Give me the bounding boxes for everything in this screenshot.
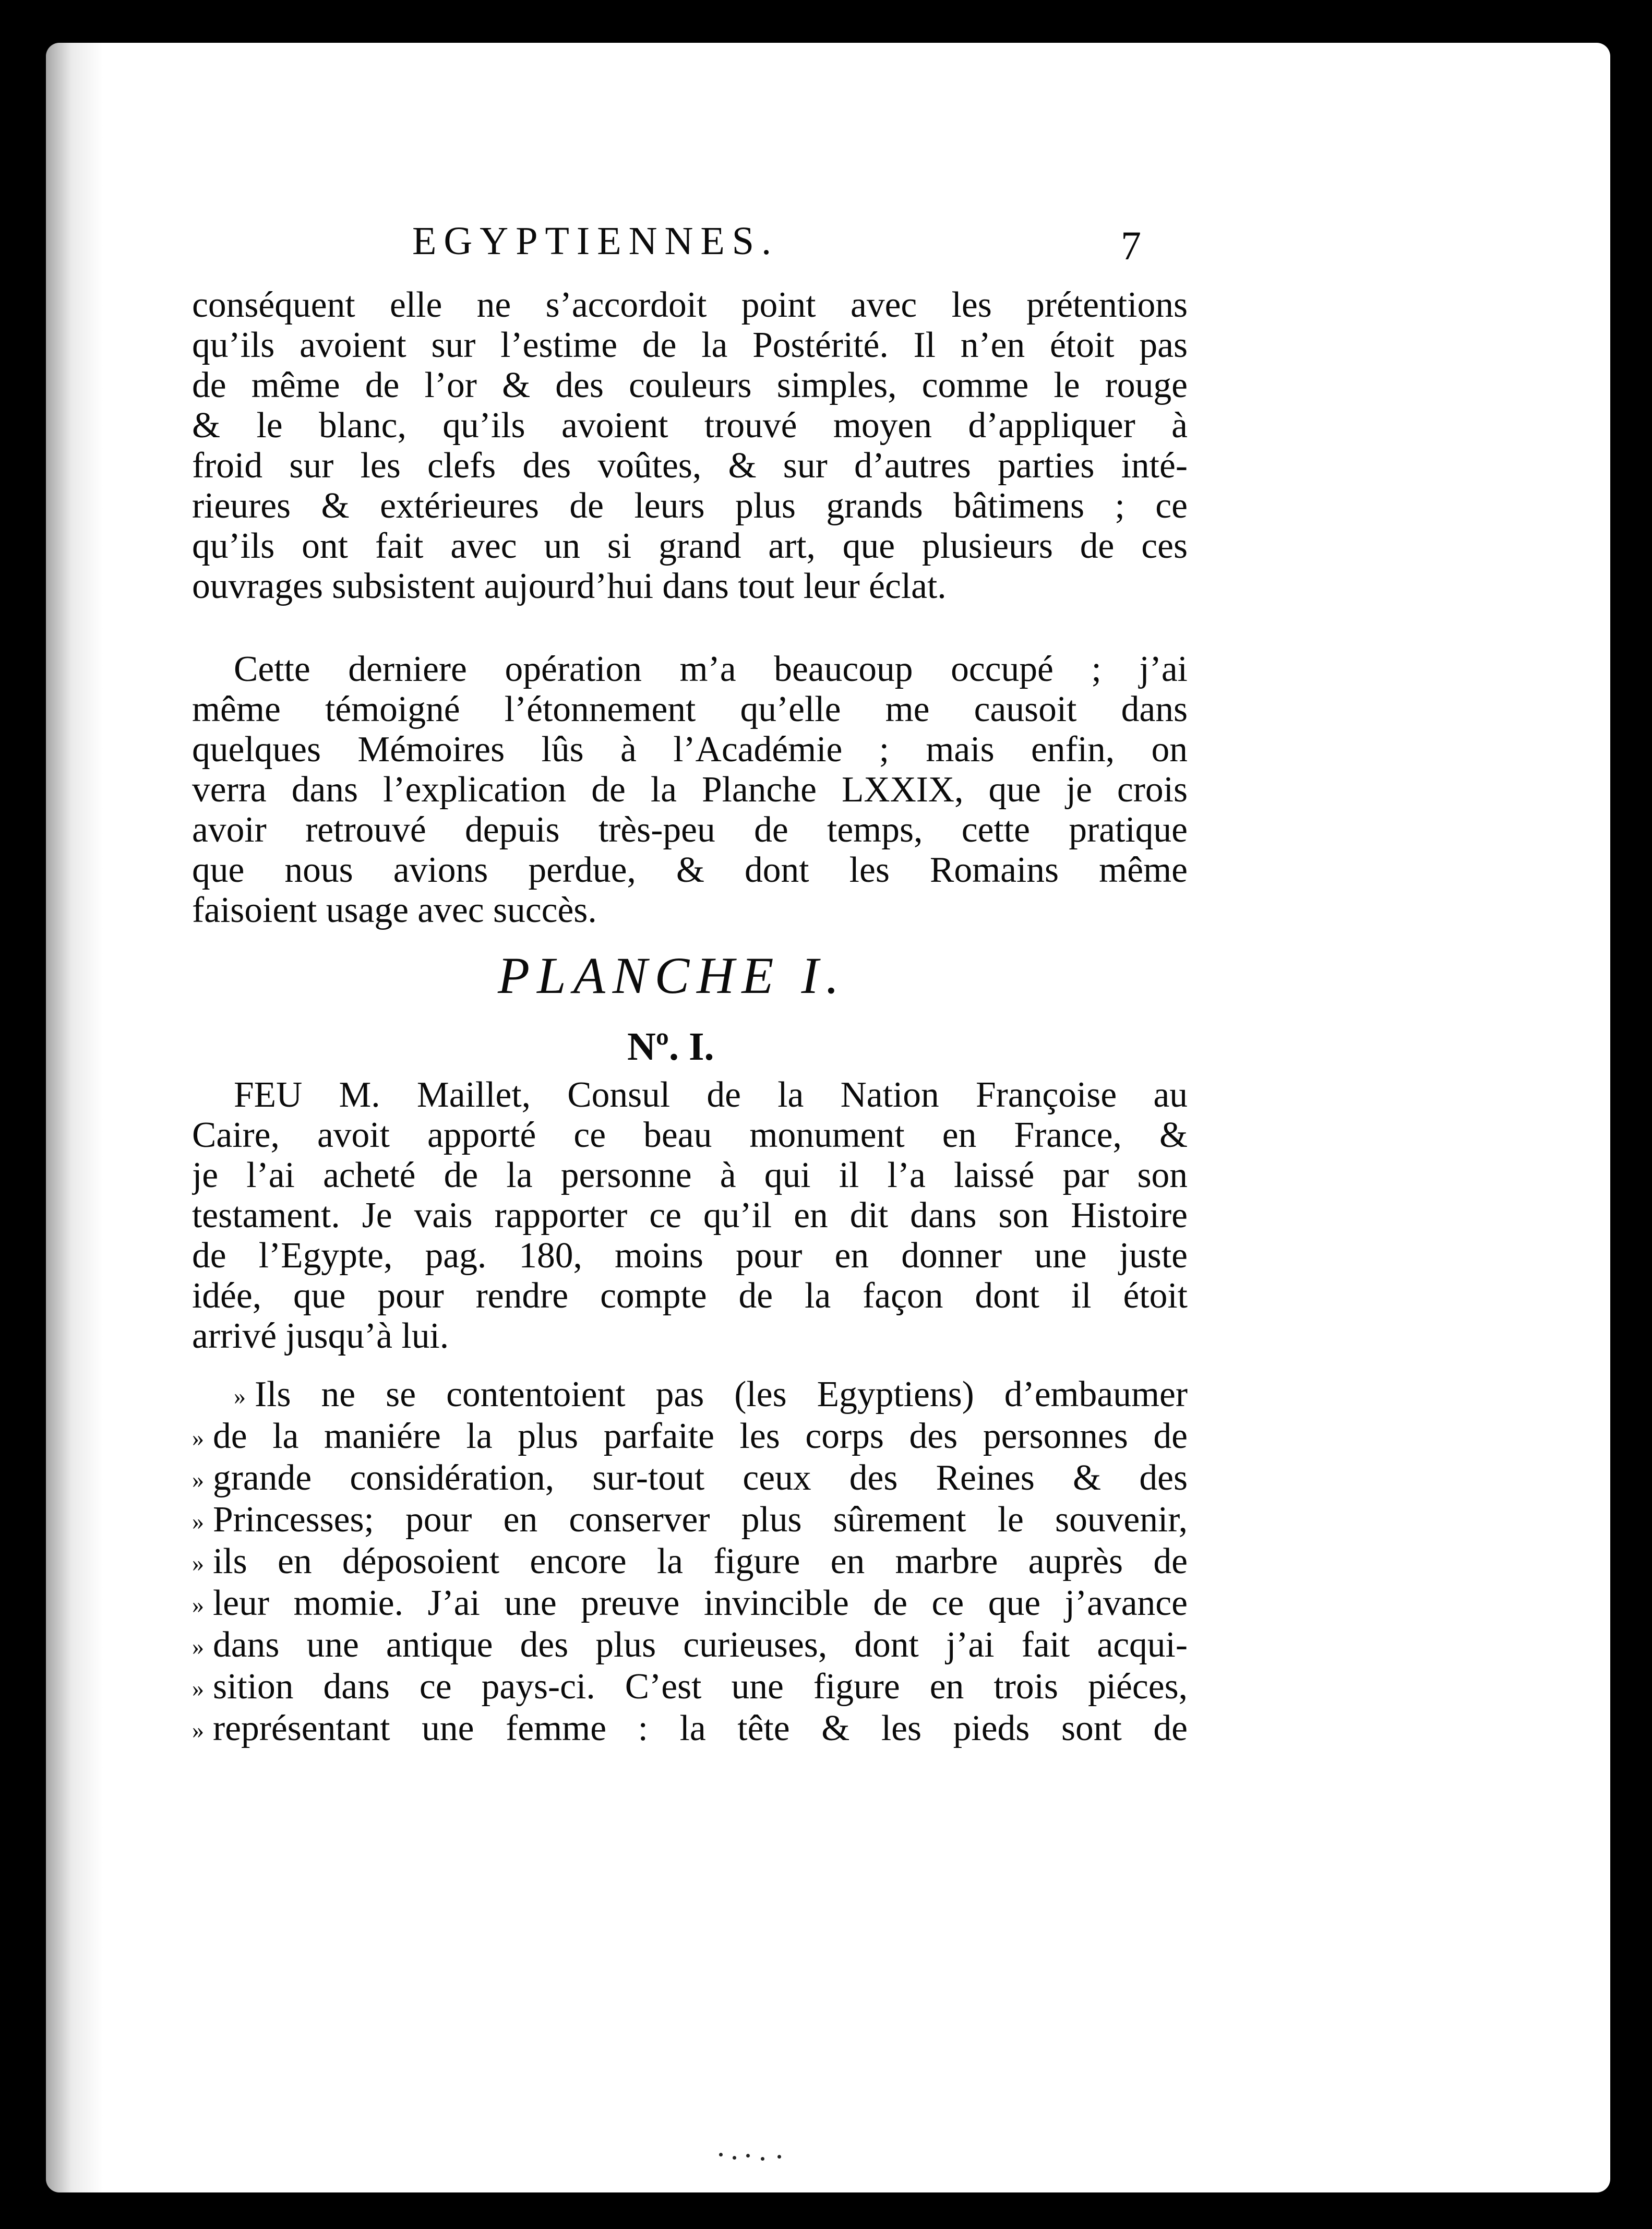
text-line: avoir retrouvé depuis très-peu de temps, cette pratique [192,810,1188,850]
text-line: quelques Mémoires lûs à l’Académie ; mais enfin, on [192,729,1188,770]
quotation-text: sition dans ce pays-ci. C’est une figure en trois piéces, [213,1667,1188,1707]
quotation-text: de la maniére la plus parfaite les corps des personnes de [213,1416,1188,1456]
text-line: Caire, avoit apporté ce beau monument en France, & [192,1115,1188,1155]
quotation-text: Ils ne se contentoient pas (les Egyptiens) d’embaumer [255,1374,1188,1415]
text-line: ouvrages subsistent aujourd’hui dans tout leur éclat. [192,566,947,606]
quotation-mark: » [234,1383,246,1409]
speck [733,2156,736,2160]
quotation-mark: » [192,1424,204,1451]
quotation-text: représentant une femme : la tête & les pieds sont de [213,1708,1188,1748]
text-line: FEU M. Maillet, Consul de la Nation Françoise au [234,1075,1188,1115]
text-line: froid sur les clefs des voûtes, & sur d’autres parties inté- [192,446,1188,486]
text-line: rieures & extérieures de leurs plus grands bâtimens ; ce [192,486,1188,526]
speck [777,2155,781,2159]
quotation-mark: » [192,1550,204,1576]
quotation-line [192,1667,1188,1708]
text-line: que nous avions perdue, & dont les Romains même [192,850,1188,890]
page-number: 7 [1121,223,1141,268]
text-line: faisoient usage avec succès. [192,890,597,930]
text-line: & le blanc, qu’ils avoient trouvé moyen d’appliquer à [192,405,1188,446]
quotation-mark: » [192,1717,204,1743]
quotation-text: leur momie. J’ai une preuve invincible de ce que j’avance [213,1583,1188,1623]
speck [746,2154,750,2158]
speck [761,2157,764,2161]
quotation-line [192,1708,1188,1750]
quotation-line [192,1541,1188,1583]
paragraph-operation [192,649,1188,930]
text-line: qu’ils avoient sur l’estime de la Postérité. Il n’en étoit pas [192,325,1188,365]
quotation-text: dans une antique des plus curieuses, dont j’ai fait acqui- [213,1625,1188,1665]
paragraph-maillet [192,1075,1188,1356]
paper-specks [719,2151,792,2161]
quotation-block [192,1374,1188,1750]
quotation-line [192,1374,1188,1416]
text-line: de même de l’or & des couleurs simples, comme le rouge [192,365,1188,405]
text-line: même témoigné l’étonnement qu’elle me causoit dans [192,689,1188,729]
quotation-line [192,1500,1188,1541]
quotation-line [192,1625,1188,1667]
text-line: je l’ai acheté de la personne à qui il l’a laissé par son [192,1155,1188,1195]
quotation-text: ils en déposoient encore la figure en marbre auprès de [213,1541,1188,1581]
section-number: Nº. I. [627,1025,714,1069]
gutter-shadow [46,43,103,2192]
text-line: testament. Je vais rapporter ce qu’il en dit dans son Histoire [192,1195,1188,1236]
quotation-line [192,1583,1188,1625]
text-line: Cette derniere opération m’a beaucoup occupé ; j’ai [234,649,1188,689]
running-title: EGYPTIENNES. [412,219,779,263]
text-line: qu’ils ont fait avec un si grand art, que plusieurs de ces [192,526,1188,566]
speck [719,2153,723,2156]
section-title: PLANCHE I. [498,946,846,1004]
text-line: de l’Egypte, pag. 180, moins pour en donner une juste [192,1236,1188,1276]
quotation-mark: » [192,1675,204,1701]
quotation-line [192,1416,1188,1458]
quotation-text: grande considération, sur-tout ceux des Reines & des [213,1458,1188,1498]
text-line: conséquent elle ne s’accordoit point avec les prétentions [192,285,1188,325]
quotation-mark: » [192,1633,204,1660]
quotation-mark: » [192,1466,204,1493]
book-page [46,43,1610,2192]
quotation-mark: » [192,1508,204,1535]
paragraph-continuation [192,285,1188,606]
quotation-line [192,1458,1188,1500]
text-line: idée, que pour rendre compte de la façon dont il étoit [192,1276,1188,1316]
text-line: verra dans l’explication de la Planche LXXIX, que je crois [192,770,1188,810]
text-line: arrivé jusqu’à lui. [192,1316,449,1356]
quotation-mark: » [192,1591,204,1618]
quotation-text: Princesses; pour en conserver plus sûrement le souvenir, [213,1500,1188,1540]
